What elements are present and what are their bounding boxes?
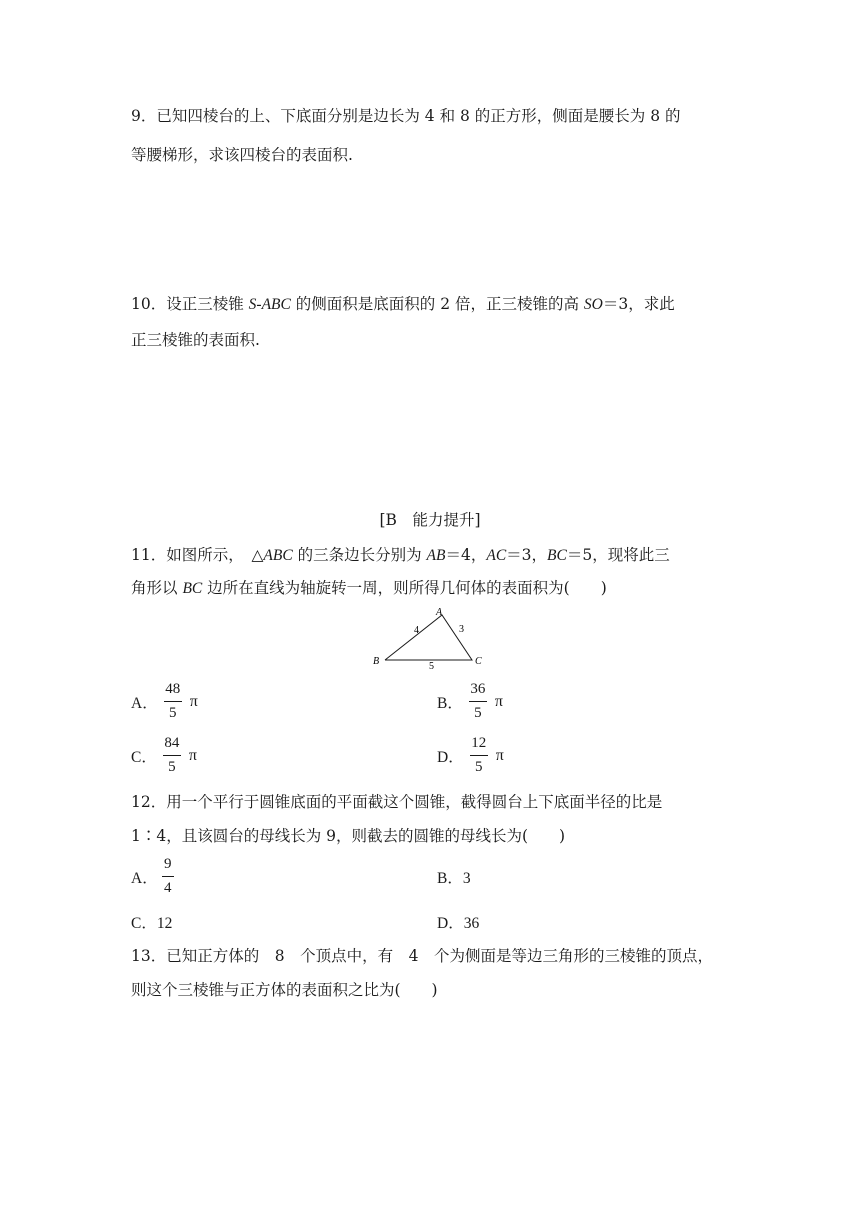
fraction (164, 681, 182, 722)
q12-option-c[interactable]: C．12 (131, 915, 173, 932)
q11-ab: AB (426, 547, 446, 564)
q11-l1-pre: 11．如图所示， △ (131, 546, 264, 564)
vertex-a-label: A (436, 607, 443, 618)
q11-bc: BC (547, 547, 567, 564)
q10-post: ＝3，求此 (602, 295, 675, 313)
q11-l2-pre: 角形以 (131, 579, 183, 597)
q10-s-abc: S-ABC (248, 296, 291, 313)
q9-line2: 等腰梯形，求该四棱台的表面积. (131, 146, 353, 164)
pi-symbol: π (494, 692, 503, 710)
denominator: 4 (163, 880, 172, 896)
q11-line1 (131, 545, 670, 566)
pi-symbol: π (189, 692, 198, 710)
q11-bc-val: ＝5，现将此三 (566, 546, 670, 564)
q11-abc: ABC (263, 547, 293, 564)
vertex-c-label: C (475, 656, 482, 667)
q9-line1: 9．已知四棱台的上、下底面分别是边长为 4 和 8 的正方形，侧面是腰长为 8 的 (131, 107, 681, 125)
q13-line1: 13．已知正方体的 8 个顶点中，有 4 个为侧面是等边三角形的三棱锥的顶点， (131, 947, 713, 965)
numerator: 36 (470, 681, 486, 697)
pi-symbol: π (495, 746, 504, 764)
q11-option-d[interactable] (437, 735, 504, 776)
option-label: C． (131, 748, 157, 766)
fraction (163, 735, 181, 776)
pi-symbol: π (188, 746, 197, 764)
q10-line2: 正三棱锥的表面积. (131, 331, 260, 349)
q12-option-a[interactable] (131, 856, 182, 897)
q12-line2: 1∶4，且该圆台的母线长为 9，则截去的圆锥的母线长为( ) (131, 827, 566, 845)
side-bc-label: 5 (429, 661, 434, 670)
triangle-shape (385, 615, 472, 660)
q11-ab-val: ＝4， (445, 546, 487, 564)
q10-line1 (131, 294, 675, 315)
option-label: B． (437, 694, 463, 712)
q11-option-a[interactable] (131, 681, 198, 722)
option-label: A． (131, 869, 158, 887)
q13-line2: 则这个三棱锥与正方体的表面积之比为( ) (131, 981, 438, 999)
q11-option-c[interactable] (131, 735, 197, 776)
q11-line2 (131, 578, 607, 599)
q10-so: SO (583, 296, 603, 313)
q11-ac-val: ＝3， (506, 546, 548, 564)
numerator: 9 (163, 856, 172, 872)
q12-line1: 12．用一个平行于圆锥底面的平面截这个圆锥，截得圆台上下底面半径的比是 (131, 793, 663, 811)
fraction (469, 681, 487, 722)
q11-ac: AC (486, 547, 507, 564)
q12-option-b[interactable]: B．3 (437, 870, 471, 887)
denominator: 5 (168, 705, 177, 721)
option-label: A． (131, 694, 158, 712)
q11-l1-mid: 的三条边长分别为 (292, 546, 427, 564)
q11-option-b[interactable] (437, 681, 503, 722)
numerator: 48 (165, 681, 181, 697)
numerator: 12 (471, 735, 487, 751)
q12-option-d[interactable]: D．36 (437, 915, 480, 932)
triangle-figure (370, 605, 490, 670)
q10-pre: 10．设正三棱锥 (131, 295, 249, 313)
denominator: 5 (474, 705, 482, 721)
side-ab-label: 4 (414, 625, 419, 636)
q11-bc2: BC (182, 580, 203, 597)
q11-l2-post: 边所在直线为轴旋转一周，则所得几何体的表面积为( ) (202, 579, 607, 597)
section-heading: [B 能力提升] (379, 511, 481, 529)
q10-mid: 的侧面积是底面积的 2 倍，正三棱锥的高 (290, 295, 584, 313)
fraction (470, 735, 488, 776)
fraction (162, 856, 174, 897)
denominator: 5 (168, 759, 176, 775)
numerator: 84 (164, 735, 180, 751)
vertex-b-label: B (373, 656, 380, 667)
side-ac-label: 3 (459, 624, 464, 635)
option-label: D． (437, 748, 464, 766)
denominator: 5 (474, 759, 483, 775)
